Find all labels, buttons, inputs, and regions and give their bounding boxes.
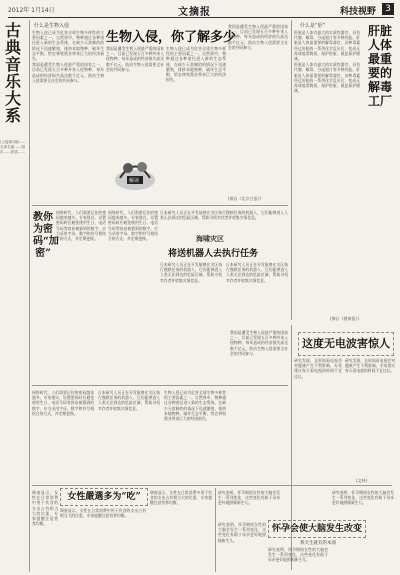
tv-headline: 这度无电波害惊人 bbox=[302, 337, 390, 350]
robot-body-col1: 日本研究人员正在开发能够在灾区执行搜救任务的机器人，它们能够进入人类无法到达的危险区域，帮助寻找幸存者并收集灾情信息。 bbox=[160, 262, 222, 283]
lead-para: 我国是遭受生物入侵最严重的国家之一，目前已发现五百多种外来入侵物种，每年造成的经济损失高达数千亿元。防治生物入侵需要全社会的共同参与。 bbox=[32, 62, 104, 83]
column-divider bbox=[291, 20, 292, 320]
lead-body-col2: 我国是遭受生物入侵最严重的国家之一，目前已发现五百多种外来入侵物种，每年造成的经济损失高达数千亿元。防治生物入侵需要全社会的共同参与。 bbox=[106, 46, 164, 72]
mid-body-col3: 生物入侵已成为危害全球生物多样性的主要因素之一。自然界中，物种通过各种途径进入新的生态系统，在缺少天敌制约的情况下迅速繁殖，排挤本地物种，破坏生态平衡，给农林牧渔业带来巨大的经济损失。 bbox=[164, 390, 226, 422]
left-column-snippet: (上接第1版)……名家名曲……国乐……欣赏…… bbox=[0, 140, 27, 154]
diet-body-col3: 调查显示，女性在日常消费中用于饮食的支出占有相当大的比重，专家提醒注意营养均衡。 bbox=[150, 490, 212, 506]
masthead-logo: 文摘报 bbox=[178, 7, 211, 18]
diet-headline: 女性嚴選多为“吃” bbox=[67, 492, 141, 502]
illustration-label: 解读 bbox=[129, 178, 140, 184]
right-feature-para: 肝脏是人体内最大的实质性器官，具有代谢、解毒、分泌胆汁等多种功能。肝脏是人体最重要的解毒器官，各种毒素经过肝脏的一系列化学反应后，变成无毒或低毒物质。保护肝脏，就是保护健康。 bbox=[294, 30, 360, 62]
mid-body-col1: 网络时代，人们需要记住的密码越来越多。专家建议，设置密码时应避免使用生日、电话号码等容易被猜到的数字，应当采用字母、数字和符号相结合的方式，并定期更换。 bbox=[32, 390, 94, 416]
lead-body-col1 bbox=[32, 30, 104, 175]
brain-body-col3: 研究表明，怀孕期间女性的大脑会发生一系列变化，这些变化有助于母亲更好地照顾新生儿。 bbox=[332, 490, 394, 506]
brain-lead: 研究表明，怀孕期间女性的大脑会发生一系列变化，这些变化有助于母亲更好地照顾新生儿。 bbox=[218, 490, 280, 506]
diet-body-col2: 调查显示，女性在日常消费中用于饮食的支出占有相当大的比重，专家提醒注意营养均衡。 bbox=[60, 508, 146, 519]
mid-body-col2: 日本研究人员正在开发能够在灾区执行搜救任务的机器人，它们能够进入人类无法到达的危险区域，帮助寻找幸存者并收集灾情信息。 bbox=[98, 390, 160, 411]
lead-kicker: 什么是生物入侵 bbox=[34, 23, 70, 29]
password-headline: 教你为密码“加密” bbox=[33, 212, 59, 259]
brain-body-col1: 研究表明，怀孕期间女性的大脑会发生一系列变化，这些变化有助于母亲更好地照顾新生儿。 bbox=[218, 522, 266, 543]
right-kicker: 什么是“肝” bbox=[300, 23, 326, 29]
section-divider bbox=[32, 205, 288, 206]
section-name: 科技视野 bbox=[339, 7, 376, 17]
brain-kicker: 我天生就有的本领 bbox=[300, 541, 336, 546]
lead-body-col4: 我国是遭受生物入侵最严重的国家之一，目前已发现五百多种外来入侵物种，每年造成的经济损失高达数千亿元。防治生物入侵需要全社会的共同参与。 bbox=[228, 24, 288, 50]
password-body-col2: 网络时代，人们需要记住的密码越来越多。专家建议，设置密码时应避免使用生日、电话号码等容易被猜到的数字，应当采用字母、数字和符号相结合的方式，并定期更换。 bbox=[108, 210, 158, 242]
left-vertical-title: 古典音乐大系 bbox=[4, 21, 21, 125]
column-divider bbox=[215, 488, 216, 572]
lead-headline: 生物入侵，你了解多少 bbox=[106, 30, 237, 45]
tv-source: (文林) bbox=[356, 478, 368, 483]
section-divider bbox=[32, 485, 392, 486]
robot-body-col2: 日本研究人员正在开发能够在灾区执行搜救任务的机器人，它们能够进入人类无法到达的危险区域，帮助寻找幸存者并收集灾情信息。 bbox=[226, 262, 288, 283]
page-header bbox=[8, 3, 394, 18]
brain-headline: 怀孕会使大脑发生改变 bbox=[271, 524, 362, 534]
robot-lead: 日本研究人员正在开发能够在灾区执行搜救任务的机器人，它们能够进入人类无法到达的危险区域，帮助寻找幸存者并收集灾情信息。 bbox=[160, 210, 288, 221]
right-vertical-headline: 肝脏人体最重要的解毒工厂 bbox=[367, 24, 392, 108]
lead-body-col3: 生物入侵已成为危害全球生物多样性的主要因素之一。自然界中，物种通过各种途径进入新的生态系统，在缺少天敌制约的情况下迅速繁殖，排挤本地物种，破坏生态平衡，给农林牧渔业带来巨大的经济损失。 bbox=[166, 46, 226, 83]
brain-body-col2: 研究表明，怀孕期间女性的大脑会发生一系列变化，这些变化有助于母亲更好地照顾新生儿。 bbox=[268, 547, 328, 563]
diet-body-col1: 调查显示，女性在日常消费中用于饮食的支出占有相当大的比重，专家提醒注意营养均衡。 bbox=[32, 490, 58, 527]
tv-body-col2: 研究发现，长时间看电视会对健康产生不利影响，专家建议每天看电视的时间不宜过长。 bbox=[345, 358, 395, 374]
illustration-figure bbox=[106, 150, 164, 192]
right-source: (摘自《健康报》) bbox=[330, 316, 360, 321]
diet-headline-box bbox=[60, 488, 148, 506]
right-feature-body bbox=[294, 30, 360, 320]
page-number: 3 bbox=[382, 3, 394, 15]
column-divider bbox=[29, 20, 30, 572]
mid-body-col4: 我国是遭受生物入侵最严重的国家之一，目前已发现五百多种外来入侵物种，每年造成的经济损失高达数千亿元。防治生物入侵需要全社会的共同参与。 bbox=[230, 330, 288, 356]
tv-body-col1: 研究发现，长时间看电视会对健康产生不利影响，专家建议每天看电视的时间不宜过长。 bbox=[294, 358, 342, 379]
right-feature-para: 肝脏是人体内最大的实质性器官，具有代谢、解毒、分泌胆汁等多种功能。肝脏是人体最重要的解毒器官，各种毒素经过肝脏的一系列化学反应后，变成无毒或低毒物质。保护肝脏，就是保护健康。 bbox=[294, 62, 360, 94]
robot-headline: 将送机器人去执行任务 bbox=[168, 249, 259, 259]
lead-source: (摘自《北京日报》) bbox=[228, 196, 262, 201]
lead-para: 生物入侵已成为危害全球生物多样性的主要因素之一。自然界中，物种通过各种途径进入新的生态系统，在缺少天敌制约的情况下迅速繁殖，排挤本地物种，破坏生态平衡，给农林牧渔业带来巨大的经济损失。 bbox=[32, 30, 104, 62]
password-body-col1: 网络时代，人们需要记住的密码越来越多。专家建议，设置密码时应避免使用生日、电话号码等容易被猜到的数字，应当采用字母、数字和符号相结合的方式，并定期更换。 bbox=[56, 210, 106, 242]
issue-date: 2012年 1月14日 bbox=[8, 7, 55, 14]
tv-headline-box bbox=[298, 332, 394, 356]
robot-kicker: 海啸灾区 bbox=[196, 235, 224, 243]
